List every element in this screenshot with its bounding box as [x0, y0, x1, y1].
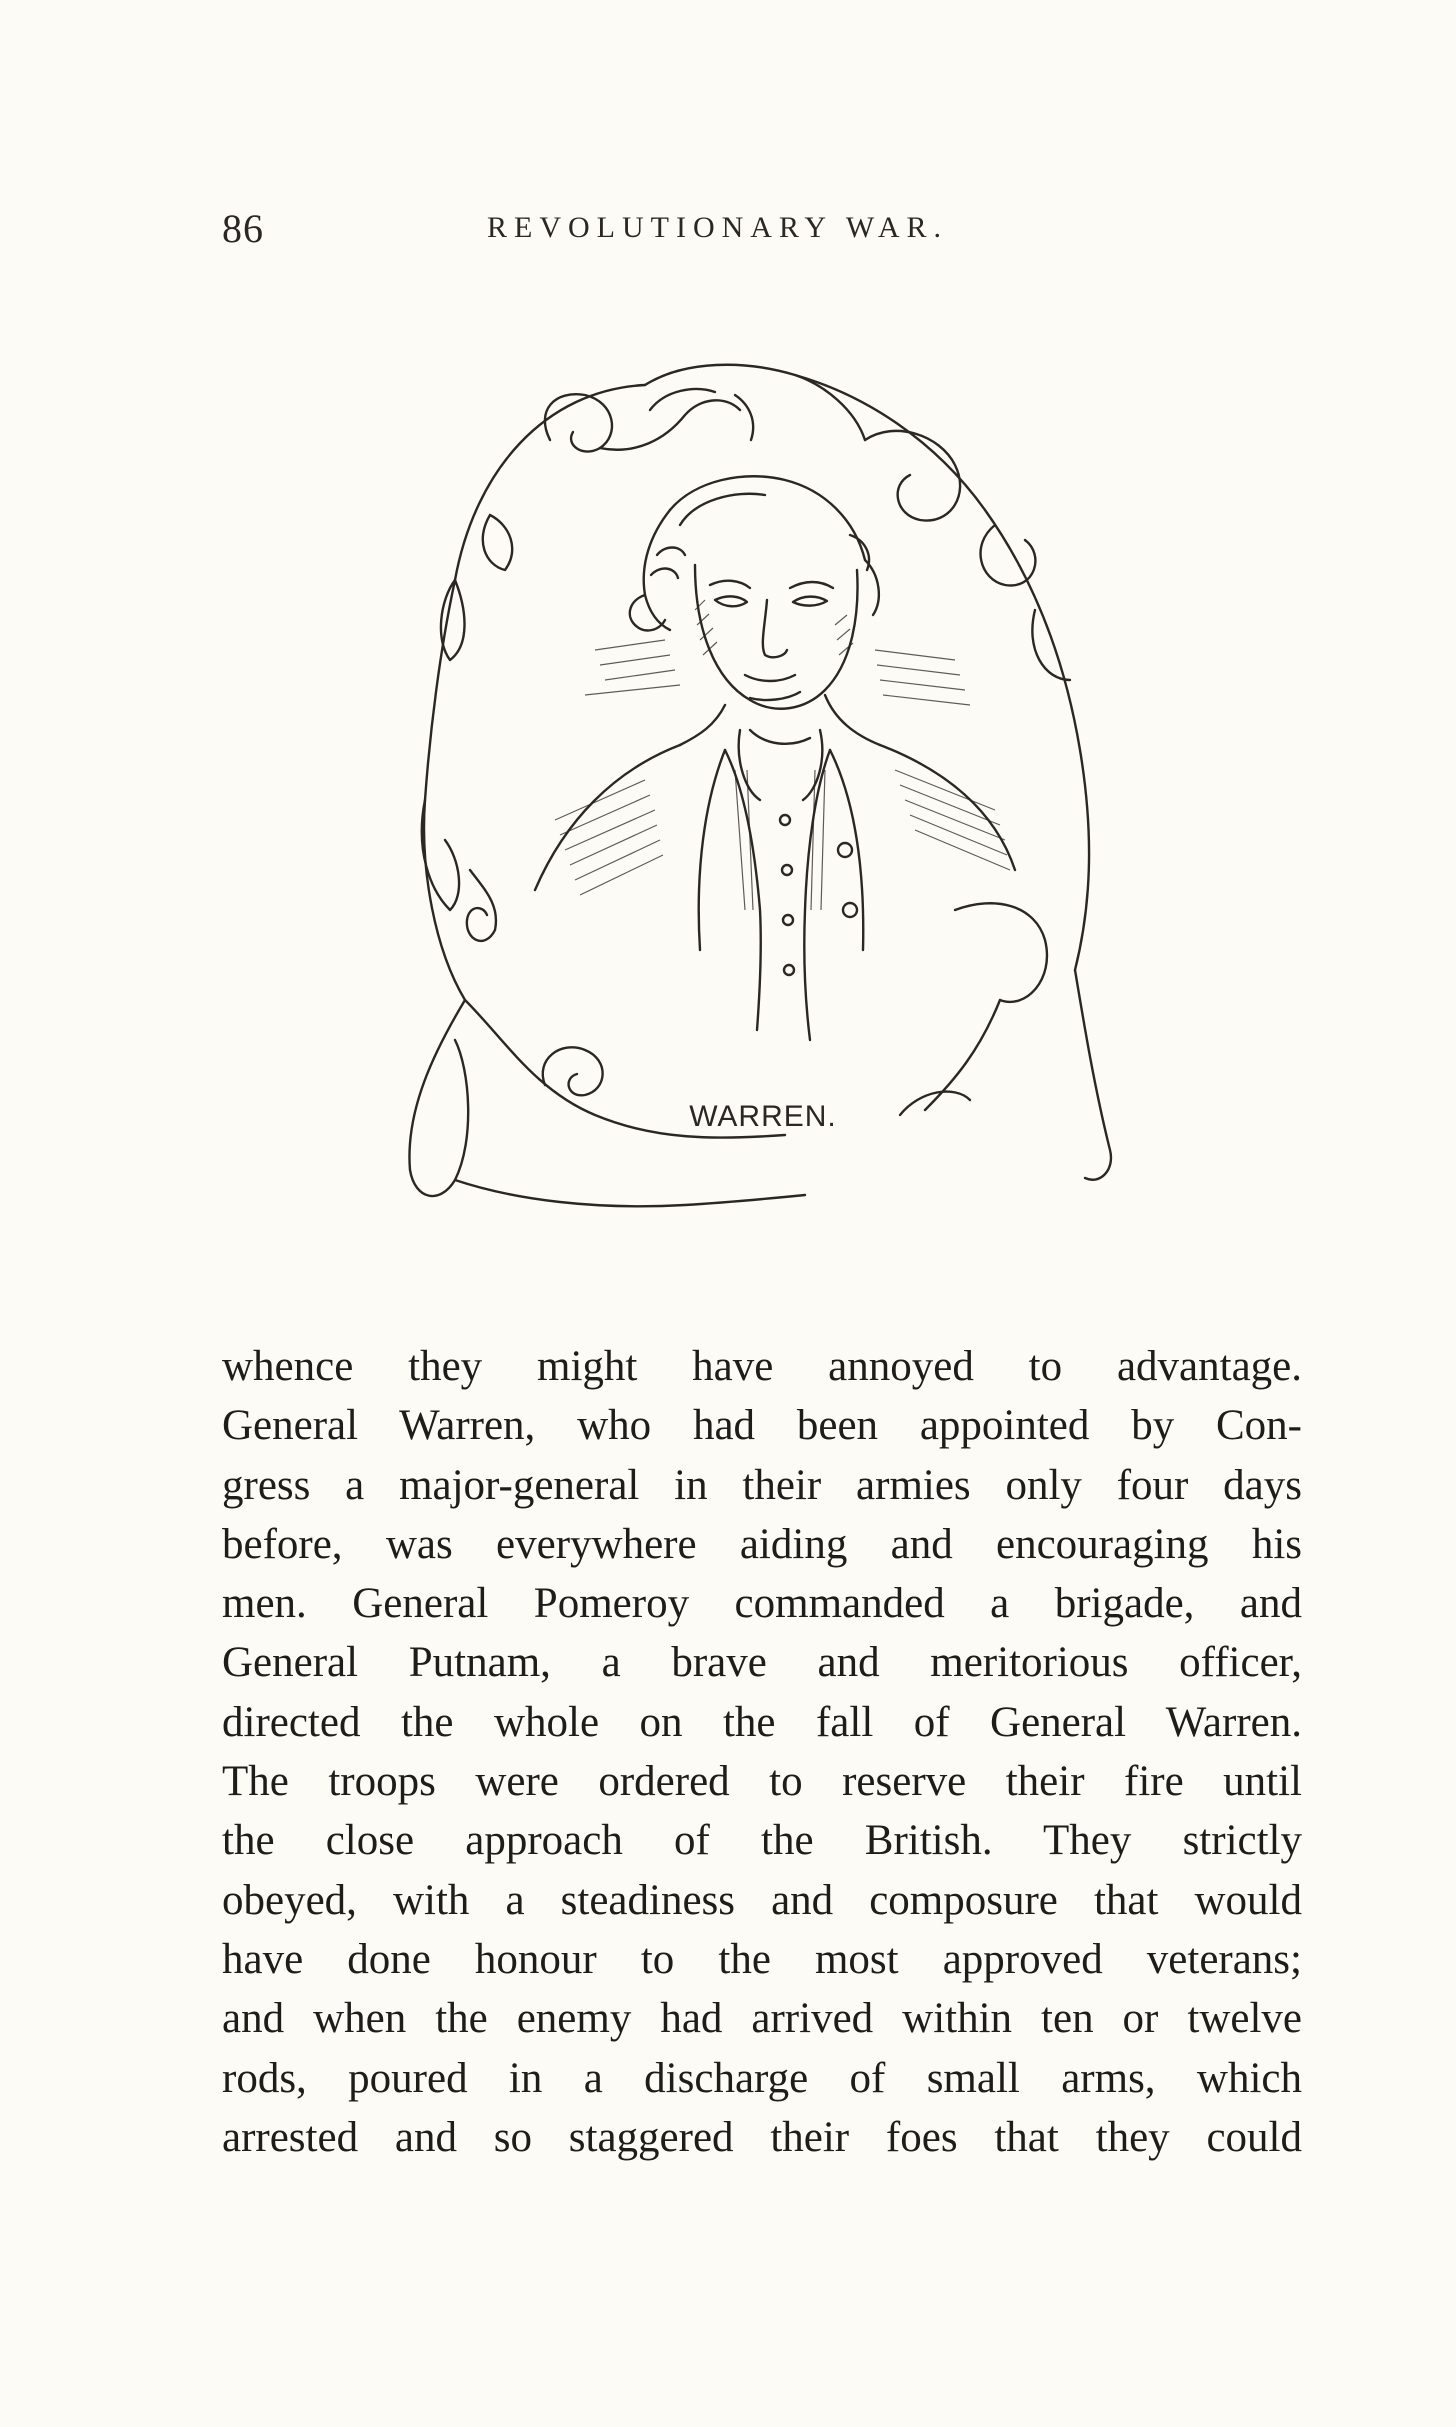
portrait-illustration-icon [395, 350, 1130, 1210]
portrait-engraving [395, 350, 1130, 1210]
text-line: arrested and so staggered their foes that they could [222, 2113, 1302, 2161]
text-line: directed the whole on the fall of General Warren. [222, 1698, 1302, 1746]
running-head [0, 205, 1456, 255]
text-line: obeyed, with a steadiness and composure that would [222, 1876, 1302, 1924]
body-text [222, 1337, 1302, 2167]
text-line: General Warren, who had been appointed by Con- [222, 1402, 1302, 1450]
text-line: rods, poured in a discharge of small arms, which [222, 2054, 1302, 2102]
text-line: The troops were ordered to reserve their fire until [222, 1758, 1302, 1806]
text-line: have done honour to the most approved veterans; [222, 1935, 1302, 1983]
text-line: whence they might have annoyed to advantage. [222, 1343, 1302, 1390]
text-line: and when the enemy had arrived within ten or twelve [222, 1995, 1302, 2043]
text-line: men. General Pomeroy commanded a brigade, and [222, 1580, 1302, 1628]
text-line: gress a major-general in their armies only four days [222, 1461, 1302, 1509]
text-line: the close approach of the British. They strictly [222, 1817, 1302, 1865]
text-line: before, was everywhere aiding and encouraging his [222, 1520, 1302, 1568]
running-title: REVOLUTIONARY WAR. [487, 211, 948, 244]
text-line: General Putnam, a brave and meritorious officer, [222, 1639, 1302, 1687]
page-number: 86 [222, 206, 264, 251]
portrait-caption: WARREN. [689, 1100, 837, 1133]
